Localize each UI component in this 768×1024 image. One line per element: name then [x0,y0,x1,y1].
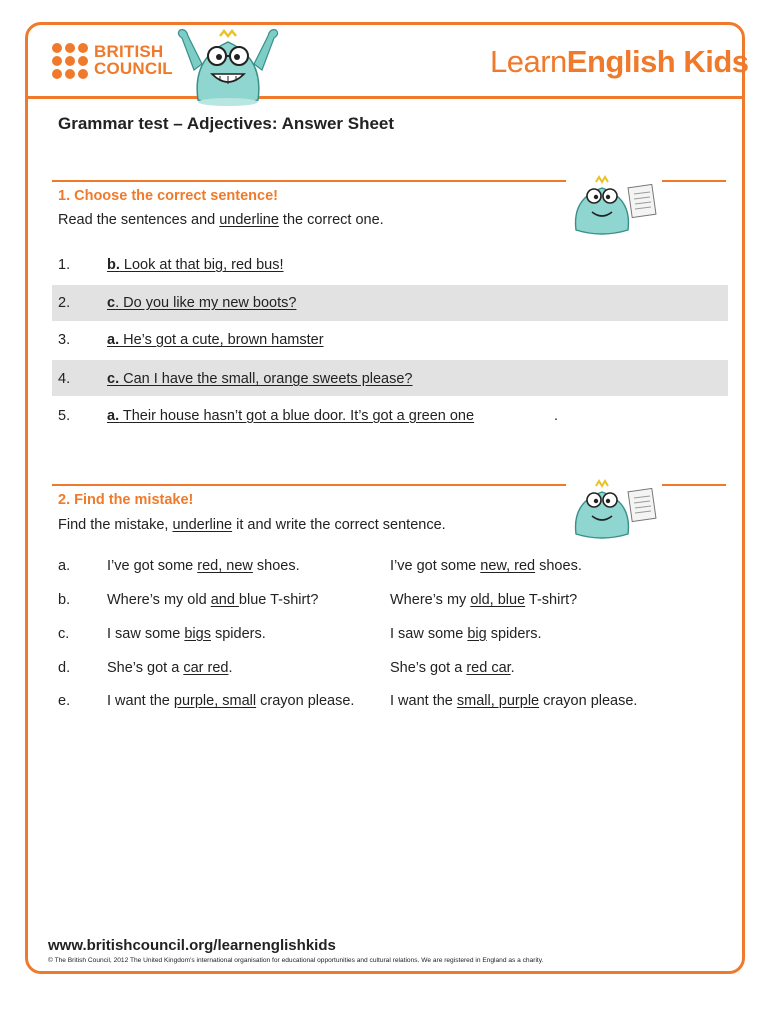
section2-instruction: Find the mistake, underline it and write the correct sentence. [58,517,446,533]
footer-url: www.britishcouncil.org/learnenglishkids [48,937,336,954]
mascot-reading-icon [570,478,662,544]
footer-legal: © The British Council, 2012 The United Kingdom’s international organisation for educational opportunities and cultural relations. We are registered in England as a charity. [48,957,544,964]
mistake-sentence: She’s got a car red. [107,660,233,676]
answer-text: a. Their house hasn’t got a blue door. It’s got a green one [107,408,475,424]
answer-text: a. He’s got a cute, brown hamster [107,332,324,348]
header-divider [27,96,743,99]
section2-rule-right [662,484,726,486]
answer-text: c. Do you like my new boots? [107,295,297,311]
answer-text: b. Look at that big, red bus! [107,257,284,273]
question-row: 1. b. Look at that big, red bus! [58,257,284,273]
section1-rule [52,180,566,182]
corrected-sentence: I’ve got some new, red shoes. [390,558,582,574]
mistake-row: b. Where’s my old and blue T-shirt? Where’s my old, blue T-shirt? [58,592,578,608]
section2-rule [52,484,566,486]
section2-heading: 2. Find the mistake! [58,492,194,508]
mistake-sentence: I saw some bigs spiders. [107,626,266,642]
mistake-row: d. She’s got a car red. She’s got a red car. [58,660,515,676]
page-title: Grammar test – Adjectives: Answer Sheet [58,114,395,133]
section1-rule-right [662,180,726,182]
mistake-sentence: I’ve got some red, new shoes. [107,558,300,574]
mistake-row: e. I want the purple, small crayon please. I want the small, purple crayon please. [58,693,638,709]
mistake-row: a. I’ve got some red, new shoes. I’ve got some new, red shoes. [58,558,582,574]
question-row: 3. a. He’s got a cute, brown hamster [58,332,324,348]
question-row: 2. c. Do you like my new boots? [52,285,728,321]
question-row: 5. a. Their house hasn’t got a blue door. It’s got a green one . [58,408,559,424]
corrected-sentence: Where’s my old, blue T-shirt? [390,592,578,608]
logo-dots-icon [52,43,88,79]
section1-heading: 1. Choose the correct sentence! [58,188,278,204]
mascot-icon [172,28,284,106]
question-row: 4. c. Can I have the small, orange sweets please? [52,360,728,396]
corrected-sentence: She’s got a red car. [390,660,515,676]
answer-text: c. Can I have the small, orange sweets please? [107,371,413,387]
mascot-reading-icon [570,174,662,240]
mistake-sentence: I want the purple, small crayon please. [107,693,355,709]
mistake-row: c. I saw some bigs spiders. I saw some big spiders. [58,626,542,642]
corrected-sentence: I want the small, purple crayon please. [390,693,638,709]
learnenglish-kids-logo: LearnEnglish Kids [490,44,749,79]
section1-instruction: Read the sentences and underline the correct one. [58,212,384,228]
mistake-sentence: Where’s my old and blue T-shirt? [107,592,319,608]
british-council-wordmark: BRITISH COUNCIL [94,42,173,78]
corrected-sentence: I saw some big spiders. [390,626,542,642]
